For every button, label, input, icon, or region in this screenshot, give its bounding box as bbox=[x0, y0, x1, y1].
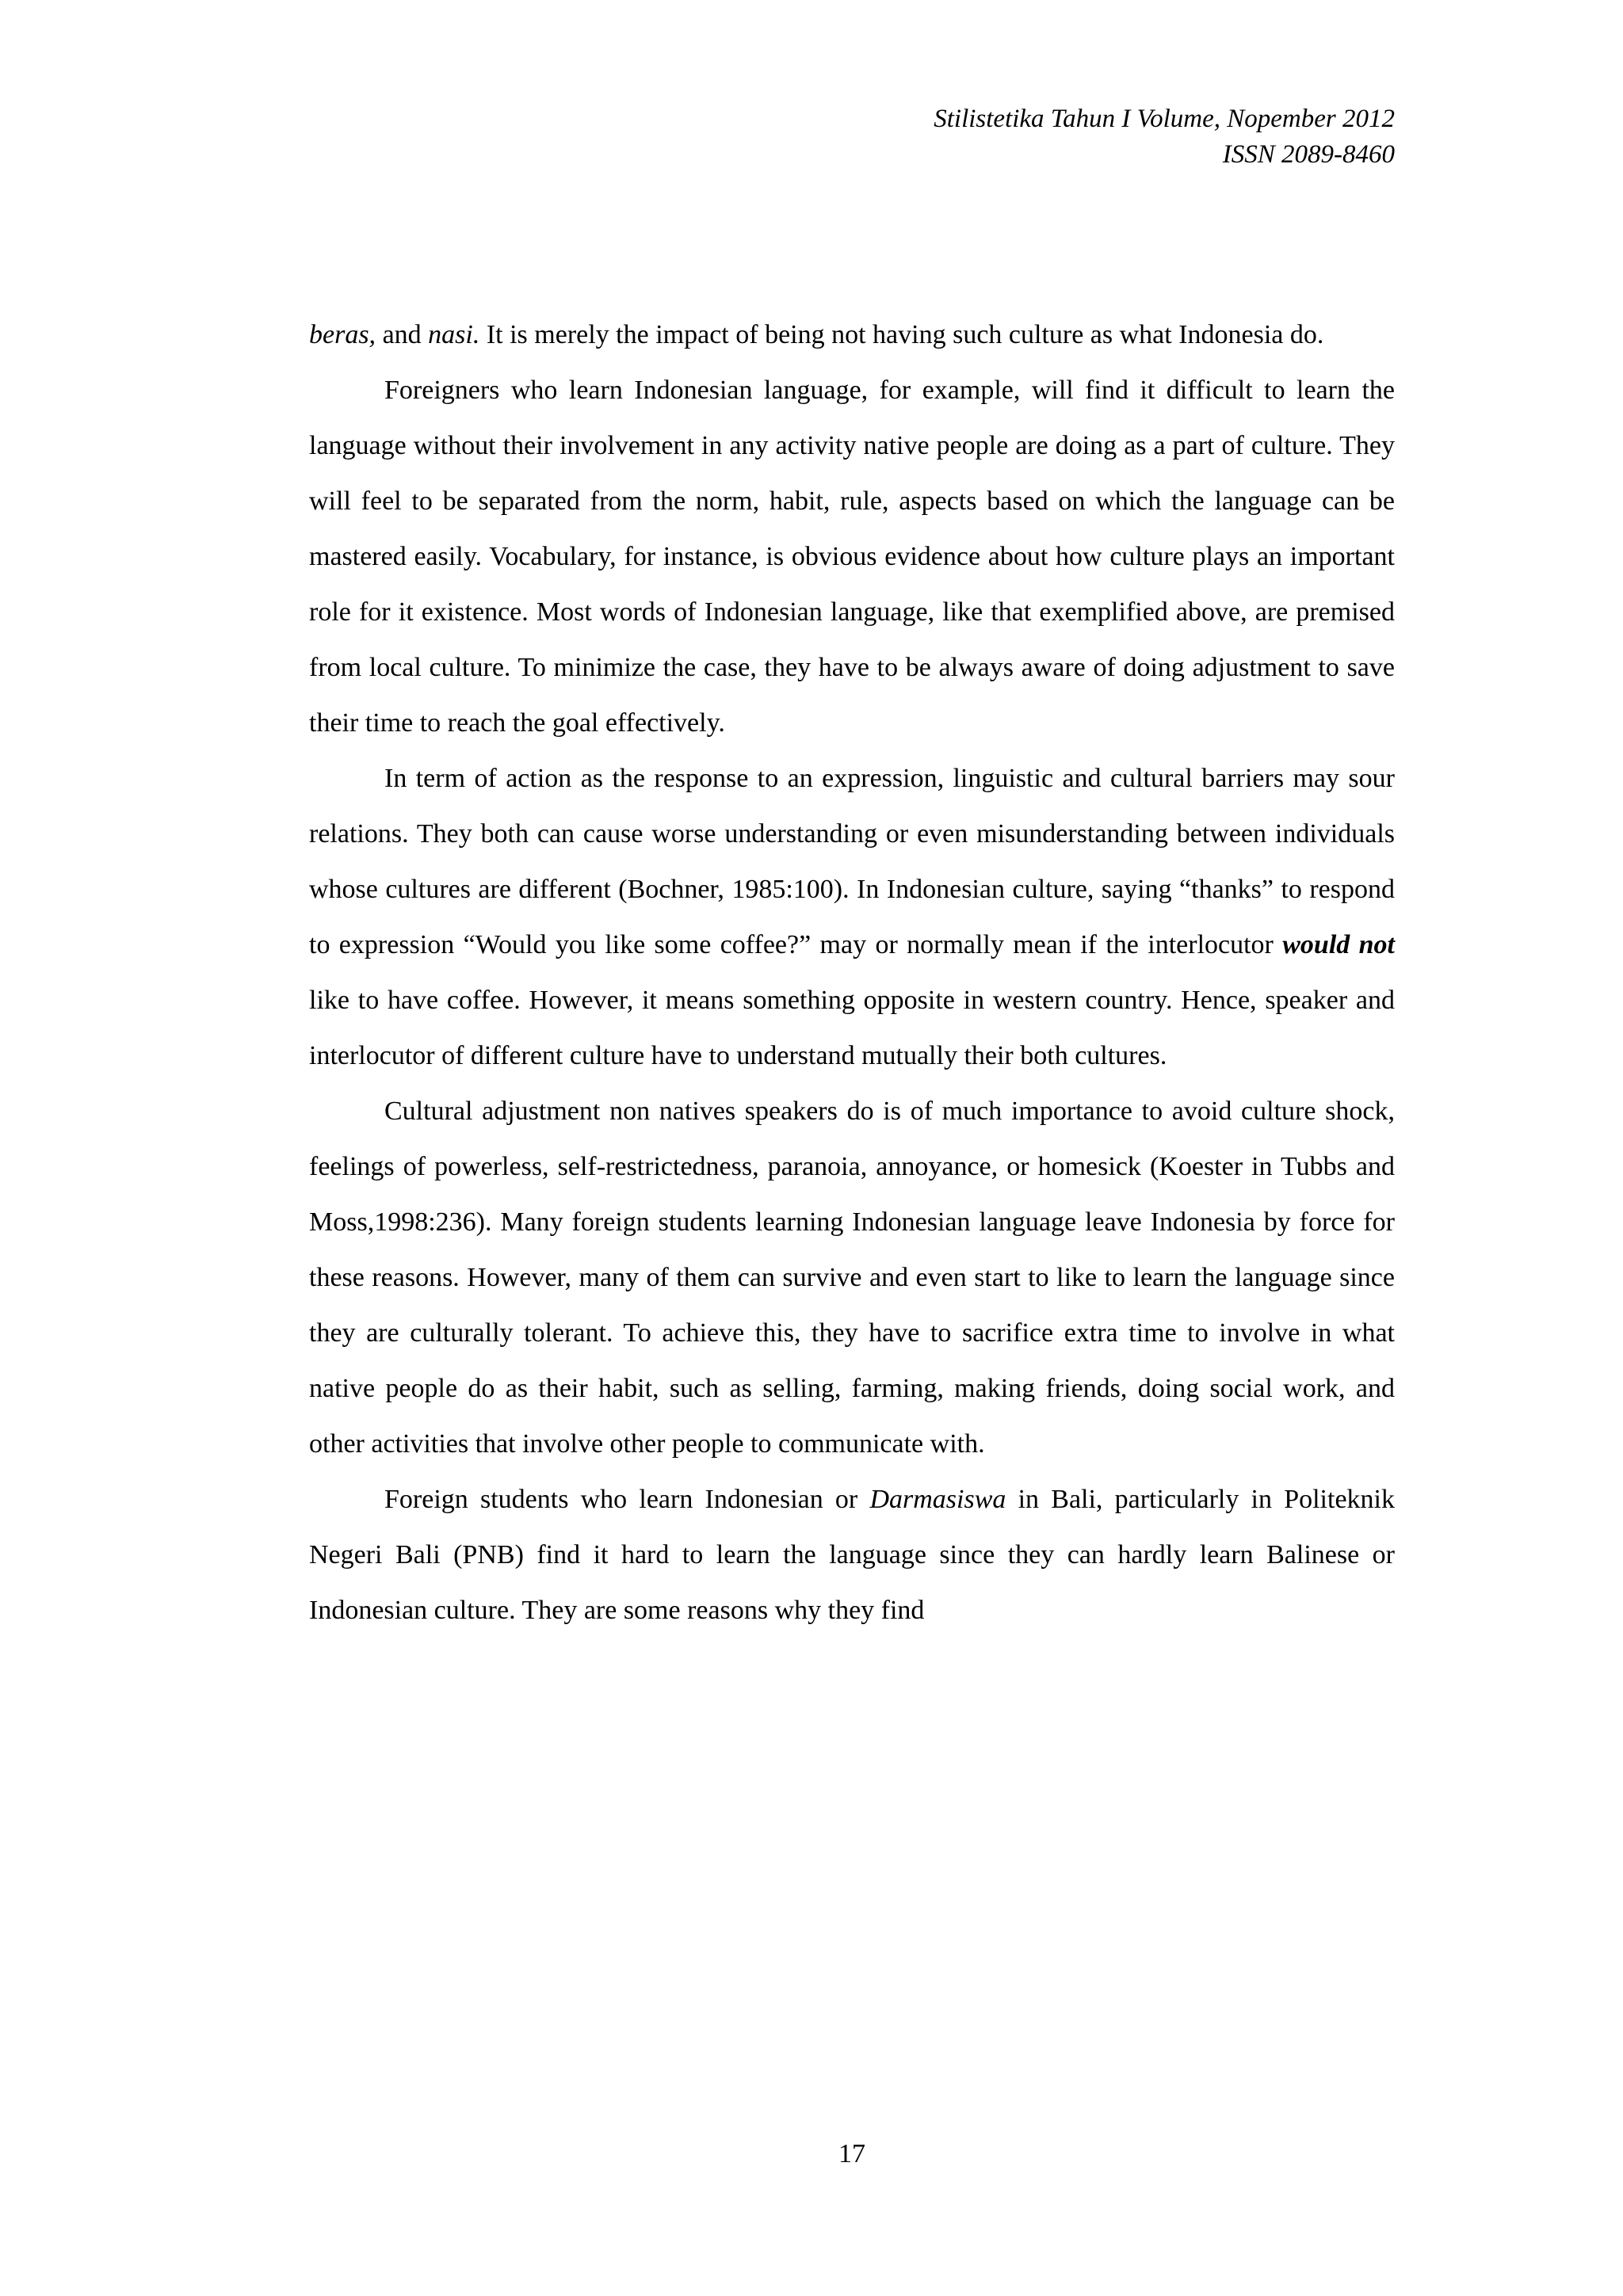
journal-issn: ISSN 2089-8460 bbox=[1222, 140, 1395, 169]
document-body bbox=[309, 307, 1395, 1638]
paragraph bbox=[309, 363, 1395, 751]
paragraph bbox=[309, 307, 1395, 363]
text-run: Foreigners who learn Indonesian language, for example, will find it difficult to learn the language without their involvement in any activity native people are doing as a part of culture. They will feel to be separated from the norm, habit, rule, aspects based on which the language can be mastered easily. Vocabulary, for instance, is obvious evidence about how culture plays an important role for it existence. Most words of Indonesian language, like that exemplified above, are premised from local culture. To minimize the case, they have to be always aware of doing adjustment to save their time to reach the goal effectively. bbox=[309, 376, 1395, 738]
text-run: nasi. bbox=[428, 320, 480, 349]
journal-title: Stilistetika Tahun I Volume, Nopember 2012 bbox=[934, 105, 1395, 133]
text-run: Darmasiswa bbox=[869, 1485, 1006, 1514]
text-run: and bbox=[376, 320, 429, 349]
text-run: in Bali, particularly in Politeknik Negeri Bali (PNB) find it hard to learn the language since they can hardly learn Balinese or Indonesian culture. They are some reasons why they find bbox=[309, 1485, 1395, 1625]
journal-header bbox=[309, 101, 1395, 173]
paragraph bbox=[309, 1084, 1395, 1472]
page-number: 17 bbox=[838, 2139, 865, 2168]
text-run: like to have coffee. However, it means something opposite in western country. Hence, speaker and interlocutor of different culture have to understand mutually their both cultures. bbox=[309, 986, 1395, 1070]
text-run: would not bbox=[1282, 930, 1395, 959]
paragraph bbox=[309, 1472, 1395, 1638]
text-run: Cultural adjustment non natives speakers do is of much importance to avoid culture shock, feelings of powerless, self-restrictedness, paranoia, annoyance, or homesick (Koester in Tubbs and Moss,1998:236). Many foreign students learning Indonesian language leave Indonesia by force for these reasons. However, many of them can survive and even start to like to learn the language since they are culturally tolerant. To achieve this, they have to sacrifice extra time to involve in what native people do as their habit, such as selling, farming, making friends, doing social work, and other activities that involve other people to communicate with. bbox=[309, 1097, 1395, 1459]
text-run: beras, bbox=[309, 320, 376, 349]
text-run: In term of action as the response to an expression, linguistic and cultural barriers may sour relations. They both can cause worse understanding or even misunderstanding between individuals whose cultures are different (Bochner, 1985:100). In Indonesian culture, saying “thanks” to respond to expression “Would you like some coffee?” may or normally mean if the interlocutor bbox=[309, 764, 1395, 959]
text-run: Foreign students who learn Indonesian or bbox=[384, 1485, 870, 1514]
text-run: It is merely the impact of being not having such culture as what Indonesia do. bbox=[479, 320, 1324, 349]
paragraph bbox=[309, 751, 1395, 1084]
page-footer bbox=[309, 2139, 1395, 2169]
